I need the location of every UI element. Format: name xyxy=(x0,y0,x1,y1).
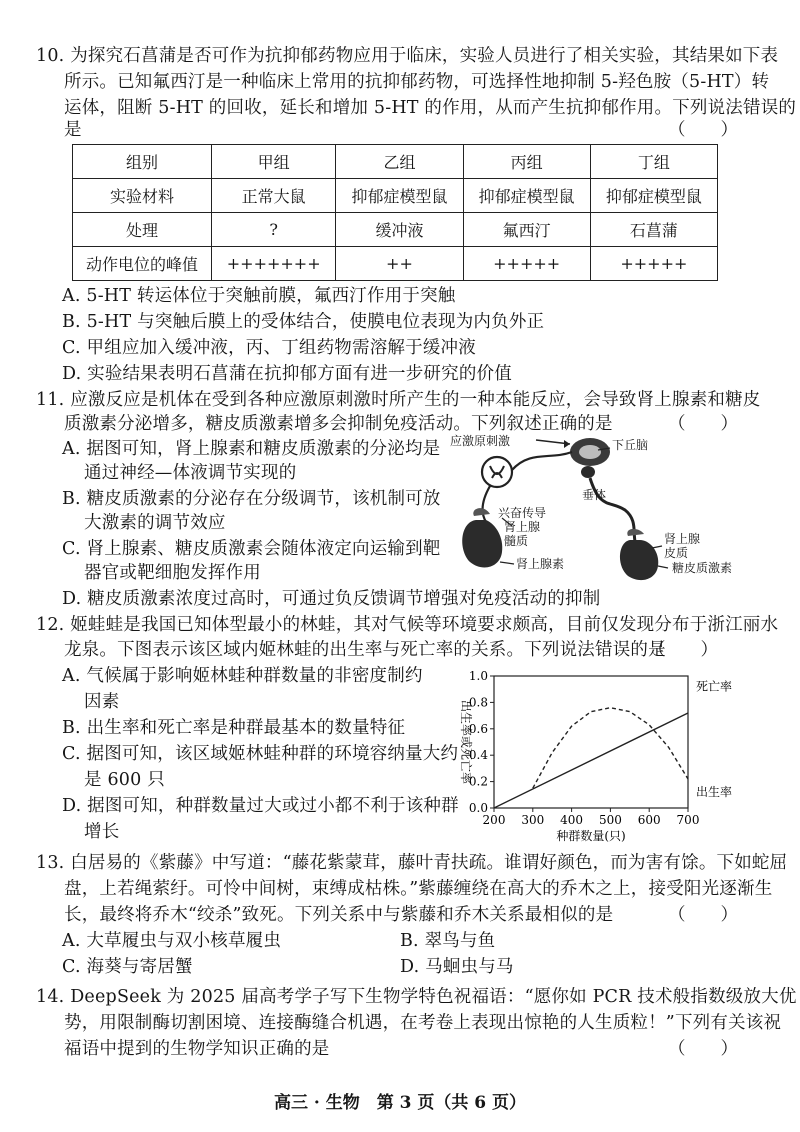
y-tick-label: 0.2 xyxy=(468,774,488,789)
q13-line-2: 盘，上若绳萦纡。可怜中间树，束缚成枯株。”紫藤缠绕在高大的乔木之上，接受阳光逐渐生 xyxy=(64,879,773,899)
x-tick-label: 600 xyxy=(637,813,661,827)
table-header-cell: 乙组 xyxy=(336,145,463,179)
spinal-cross-section xyxy=(482,457,512,487)
q12-answer-paren: （ ） xyxy=(648,640,718,660)
q11-option-a: A. 据图可知，肾上腺素和糖皮质激素的分泌均是 xyxy=(62,439,441,459)
label-glucocorticoid: 糖皮质激素 xyxy=(672,561,733,575)
hypothalamus-shape xyxy=(570,438,610,466)
nerve-path-2 xyxy=(483,486,490,522)
series-layer xyxy=(494,708,688,808)
q12-option-a: A. 气候属于影响姬林蛙种群数量的非密度制约 xyxy=(62,666,423,686)
q13-option-d: D. 马蛔虫与马 xyxy=(400,957,514,977)
stress-response-diagram xyxy=(440,430,760,590)
table-cell: 抑郁症模型鼠 xyxy=(590,179,717,213)
left-adrenal-kidney xyxy=(462,508,502,567)
birth-rate-line xyxy=(533,708,688,789)
q11-option-a-cont: 通过神经—体液调节实现的 xyxy=(84,463,297,483)
q12-option-d-cont: 增长 xyxy=(84,822,120,842)
table-cell: 抑郁症模型鼠 xyxy=(463,179,590,213)
q13-answer-paren: （ ） xyxy=(668,905,738,925)
q11-line-1: 11. 应激反应是机体在受到各种应激原刺激时所产生的一种本能反应，会导致肾上腺素和糖皮 xyxy=(36,390,761,410)
label-adrenaline: 肾上腺素 xyxy=(516,557,565,571)
table-header-cell: 甲组 xyxy=(212,145,336,179)
table-cell: ? xyxy=(212,213,336,247)
y-tick-label: 0.8 xyxy=(468,695,488,710)
x-tick-label: 300 xyxy=(521,813,545,827)
adrenaline-pointer xyxy=(500,562,514,564)
q11-option-c: C. 肾上腺素、糖皮质激素会随体液定向运输到靶 xyxy=(62,539,441,559)
q10-line-2: 所示。已知氟西汀是一种临床上常用的抗抑郁药物，可选择性地抑制 5-羟色胺（5-HT）转 xyxy=(64,72,770,92)
q10-option-b: B. 5-HT 与突触后膜上的受体结合，使膜电位表现为内负外正 xyxy=(62,312,545,332)
table-cell: +++++ xyxy=(590,247,717,281)
birth-death-rate-chart xyxy=(448,664,748,846)
q10-option-c: C. 甲组应加入缓冲液，丙、丁组药物需溶解于缓冲液 xyxy=(62,338,476,358)
q10-table xyxy=(72,144,718,281)
death-rate-line xyxy=(494,713,688,808)
q12-option-b: B. 出生率和死亡率是种群最基本的数量特征 xyxy=(62,718,406,738)
label-cortex-2: 皮质 xyxy=(664,546,689,560)
q12-option-d: D. 据图可知，种群数量过大或过小都不利于该种群 xyxy=(62,796,459,816)
q13-option-a: A. 大草履虫与双小核草履虫 xyxy=(62,931,282,951)
q13-option-c: C. 海葵与寄居蟹 xyxy=(62,957,193,977)
glucocorticoid-pointer xyxy=(658,566,668,568)
table-cell: 动作电位的峰值 xyxy=(73,247,212,281)
plot-frame xyxy=(494,676,688,808)
q14-line-1: 14. DeepSeek 为 2025 届高考学子写下生物学特色祝福语：“愿你如 PCR 技术般指数级放大优 xyxy=(36,987,797,1007)
x-tick-label: 400 xyxy=(560,813,584,827)
q11-option-b-cont: 大激素的调节效应 xyxy=(84,513,226,533)
table-cell: 实验材料 xyxy=(73,179,212,213)
q13-line-1: 13. 白居易的《紫藤》中写道：“藤花紫蒙茸，藤叶青扶疏。谁谓好颜色，而为害有馀。下如蛇屈 xyxy=(36,853,788,873)
q14-line-3: 福语中提到的生物学知识正确的是 xyxy=(64,1039,330,1059)
q11-option-c-cont: 器官或靶细胞发挥作用 xyxy=(84,563,261,583)
q12-option-c: C. 据图可知，该区域姬林蛙种群的环境容纳量大约 xyxy=(62,744,459,764)
q13-option-b: B. 翠鸟与鱼 xyxy=(400,931,496,951)
q10-option-d: D. 实验结果表明石菖蒲在抗抑郁方面有进一步研究的价值 xyxy=(62,364,512,384)
label-pituitary: 垂体 xyxy=(582,488,607,502)
table-cell: +++++ xyxy=(463,247,590,281)
table-header-row xyxy=(73,145,718,179)
label-excitation: 兴奋传导 xyxy=(498,506,547,520)
q10-line-4: 是 xyxy=(64,120,82,140)
legend-birth-rate: 出生率 xyxy=(696,785,733,800)
cortex-pointer xyxy=(652,546,662,548)
q11-line-2: 质激素分泌增多，糖皮质激素增多会抑制免疫活动。下列叙述正确的是 xyxy=(64,414,613,434)
q13-line-3: 长，最终将乔木“绞杀”致死。下列关系中与紫藤和乔木关系最相似的是 xyxy=(64,905,614,925)
pituitary-shape xyxy=(581,466,595,478)
table-header-cell: 丙组 xyxy=(463,145,590,179)
label-hypothalamus: 下丘脑 xyxy=(612,438,649,452)
q11-answer-paren: （ ） xyxy=(668,414,738,434)
table-header-cell: 丁组 xyxy=(590,145,717,179)
table-row xyxy=(73,247,718,281)
y-tick-label: 0.4 xyxy=(468,748,488,763)
y-tick-label: 1.0 xyxy=(468,669,488,683)
q11-option-d: D. 糖皮质激素浓度过高时，可通过负反馈调节增强对免疫活动的抑制 xyxy=(62,589,601,609)
q10-option-a: A. 5-HT 转运体位于突触前膜，氟西汀作用于突触 xyxy=(62,286,456,306)
q10-line-1: 10. 为探究石菖蒲是否可作为抗抑郁药物应用于临床，实验人员进行了相关实验，其结果如下表 xyxy=(36,46,779,66)
chart-svg xyxy=(448,664,748,846)
table-row xyxy=(73,213,718,247)
x-axis-ticks xyxy=(483,808,700,827)
table-cell: 氟西汀 xyxy=(463,213,590,247)
label-stimulus: 应激原刺激 xyxy=(450,434,511,448)
y-tick-label: 0.0 xyxy=(468,801,488,815)
q12-line-2: 龙泉。下图表示该区域内姬林蛙的出生率与死亡率的关系。下列说法错误的是 xyxy=(64,640,666,660)
q14-answer-paren: （ ） xyxy=(668,1039,738,1059)
nerve-path-1 xyxy=(512,452,572,470)
page-footer: 高三 · 生物 第 3 页（共 6 页） xyxy=(273,1093,527,1113)
table-cell: 抑郁症模型鼠 xyxy=(336,179,463,213)
label-medulla-2: 髓质 xyxy=(504,534,529,548)
table-cell: 石菖蒲 xyxy=(590,213,717,247)
table-row xyxy=(73,179,718,213)
x-tick-label: 500 xyxy=(598,813,622,827)
right-adrenal-kidney xyxy=(620,529,658,580)
legend-death-rate: 死亡率 xyxy=(696,679,733,694)
q10-line-3: 运体，阻断 5-HT 的回收，延长和增加 5-HT 的作用，从而产生抗抑郁作用。下列说法错误的 xyxy=(64,98,797,118)
table-cell: +++++++ xyxy=(212,247,336,281)
x-tick-label: 700 xyxy=(676,813,700,827)
q12-option-a-cont: 因素 xyxy=(84,692,120,712)
y-tick-label: 0.6 xyxy=(468,721,488,736)
x-axis-label: 种群数量(只) xyxy=(556,829,626,843)
q14-line-2: 势，用限制酶切割困境、连接酶缝合机遇，在考卷上表现出惊艳的人生质粒！”下列有关该祝 xyxy=(64,1013,782,1033)
q10-answer-paren: （ ） xyxy=(668,120,738,140)
table-cell: 缓冲液 xyxy=(336,213,463,247)
label-medulla-1: 肾上腺 xyxy=(504,520,541,534)
q11-option-b: B. 糖皮质激素的分泌存在分级调节，该机制可放 xyxy=(62,489,441,509)
table-header-cell: 组别 xyxy=(73,145,212,179)
table-cell: 正常大鼠 xyxy=(212,179,336,213)
x-tick-label: 200 xyxy=(482,813,506,827)
q12-line-1: 12. 姬蛙蛙是我国已知体型最小的林蛙，其对气候等环境要求颇高，目前仅发现分布于浙江丽水 xyxy=(36,615,779,635)
stimulus-arrowhead xyxy=(564,440,570,448)
table-cell: 处理 xyxy=(73,213,212,247)
y-axis-label: 出生率或死亡率 xyxy=(459,699,473,785)
label-cortex-1: 肾上腺 xyxy=(664,532,701,546)
q12-option-c-cont: 是 600 只 xyxy=(84,770,165,790)
table-cell: ++ xyxy=(336,247,463,281)
